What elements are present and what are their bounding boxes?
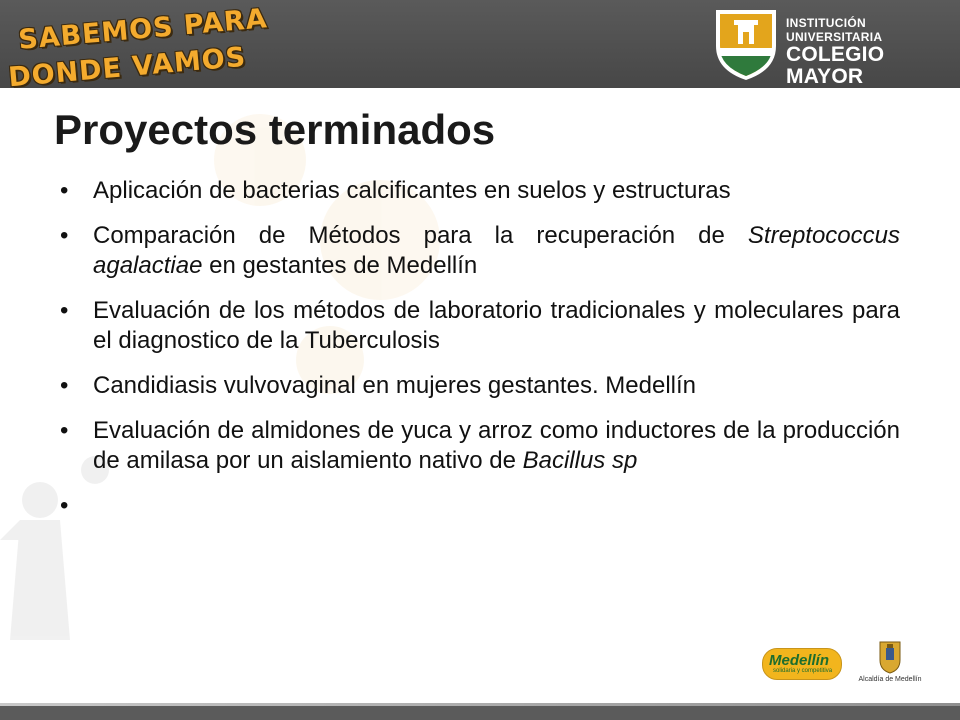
species-name: Bacillus sp: [522, 447, 638, 474]
bullet-item: [60, 176, 900, 206]
medellin-logo: [762, 648, 842, 686]
institution-line-2: COLEGIO MAYOR: [786, 43, 885, 88]
alcaldia-logo: [850, 640, 930, 688]
bullet-text: Candidiasis vulvovaginal en mujeres gestantes. Medellín: [93, 372, 696, 399]
bullet-text: Evaluación de almidones de yuca y arroz como inductores de la producción de amilasa por un aislamiento nativo de: [93, 417, 900, 474]
institution-name: [786, 16, 952, 110]
medellin-logo-badge: [762, 648, 842, 680]
shield-icon: [712, 6, 780, 82]
slogan-line-1: SABEMOS PARA: [17, 3, 269, 56]
alcaldia-label: Alcaldía de Medellín: [858, 676, 922, 683]
bullet-item: [60, 371, 900, 401]
institution-line-3: DE ANTIOQUIA: [786, 87, 941, 110]
footer-band: [0, 706, 960, 720]
slogan-line-2: DONDE VAMOS: [7, 41, 248, 94]
bullet-text: Comparación de Métodos para la recuperación de: [93, 222, 748, 249]
medellin-tagline: solidaria y competitiva: [773, 668, 833, 674]
species-name: Streptococcus agalactiae: [93, 222, 900, 279]
bullet-list: [60, 176, 900, 536]
bullet-text: Aplicación de bacterias calcificantes en suelos y estructuras: [93, 177, 731, 204]
bullet-item-empty: [60, 491, 900, 521]
bullet-text: en gestantes de Medellín: [202, 252, 478, 279]
coat-of-arms-icon: [877, 640, 903, 674]
medellin-logo-text: Medellín: [769, 652, 830, 669]
slogan: [7, 3, 269, 94]
page-title: Proyectos terminados: [54, 106, 496, 153]
bullet-item: [60, 296, 900, 356]
bullet-item: [60, 416, 900, 476]
institution-logo: [712, 6, 952, 110]
institution-line-1: INSTITUCIÓN UNIVERSITARIA: [786, 16, 883, 44]
bullet-item: [60, 221, 900, 281]
bullet-text: Evaluación de los métodos de laboratorio tradicionales y moleculares para el diagnostico de la Tuberculosis: [93, 297, 900, 354]
